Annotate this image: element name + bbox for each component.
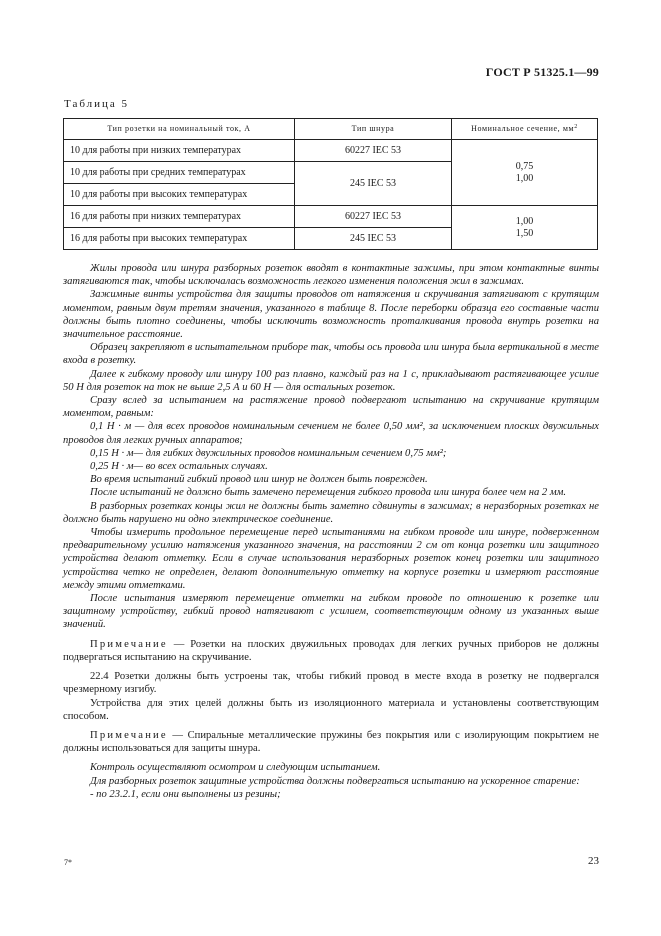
footer-mark: 7*	[64, 858, 72, 867]
paragraph: Далее к гибкому проводу или шнуру 100 раз плавно, каждый раз на 1 с, прикладывают растягивающее усилие 50 Н для розеток на ток не выше 2,5 А и 60 Н — для остальных розеток.	[63, 368, 599, 393]
socket-type-cell: 10 для работы при высоких температурах	[64, 184, 295, 206]
paragraph: 0,25 Н · м— во всех остальных случаях.	[90, 461, 268, 473]
header-socket-type: Тип розетки на номинальный ток, А	[64, 119, 295, 140]
body-text	[63, 262, 599, 801]
header-cord-type: Тип шнура	[295, 119, 452, 140]
paragraph: Образец закрепляют в испытательном приборе так, чтобы ось провода или шнура была вертикальной в месте входа в розетку.	[63, 342, 599, 367]
table-header-row	[64, 119, 598, 140]
cord-type-cell: 245 IEC 53	[295, 162, 452, 206]
cord-type-cell: 245 IEC 53	[295, 228, 452, 250]
note-paragraph	[63, 638, 599, 664]
cord-type-cell: 60227 IEC 53	[295, 140, 452, 162]
paragraph: После испытаний не должно быть замечено перемещения гибкого провода или шнура более чем на 2 мм.	[90, 487, 567, 499]
table-row	[64, 140, 598, 162]
paragraph: Для разборных розеток защитные устройства должны подвергаться испытанию на ускоренное старение:	[90, 775, 580, 787]
socket-type-cell: 16 для работы при высоких температурах	[64, 228, 295, 250]
paragraph: Сразу вслед за испытанием на растяжение провод подвергают испытанию на скручивание крутящим моментом, равным:	[63, 395, 599, 420]
header-nominal-section: Номинальное сечение, $мм^2$	[452, 119, 598, 140]
section-cell-group2: 1,00 1,50	[452, 206, 598, 250]
table-caption: Таблица 5	[64, 98, 130, 110]
paragraph: Во время испытаний гибкий провод или шнур не должен быть поврежден.	[90, 474, 428, 486]
clause-22-4: 22.4 Розетки должны быть устроены так, чтобы гибкий провод в месте входа в розетку не подвергался чрезмерному изгибу.	[63, 671, 599, 696]
paragraph: Чтобы измерить продольное перемещение перед испытаниями на гибком проводе или шнуре, подверженном предварительному усилию натяжения указанного значения, на расстоянии 2 см от конца розетки или защитного устройства делают отметку. Если в случае использования неразборных розеток конец розетки или защитного устройства четко не определен, делают дополнительную отметку на корпусе розетки и измеряют расстояние между этими отметками.	[63, 527, 599, 591]
cord-type-cell: 60227 IEC 53	[295, 206, 452, 228]
section-cell-group1: 0,75 1,00	[452, 140, 598, 206]
page-number: 23	[588, 855, 599, 867]
paragraph: Контроль осуществляют осмотром и следующим испытанием.	[90, 762, 381, 774]
paragraph: В разборных розетках концы жил не должны быть заметно сдвинуты в зажимах; в неразборных розетках не должно быть нарушено ни одно электрическое соединение.	[63, 500, 599, 525]
socket-type-cell: 16 для работы при низких температурах	[64, 206, 295, 228]
paragraph: Жилы провода или шнура разборных розеток вводят в контактные зажимы, при этом контактные винты затягиваются так, чтобы исключалась возможность легкого изменения положения жил в зажимах.	[63, 263, 599, 288]
socket-type-cell: 10 для работы при низких температурах	[64, 140, 295, 162]
socket-type-cell: 10 для работы при средних температурах	[64, 162, 295, 184]
paragraph: После испытания измеряют перемещение отметки на гибком проводе по отношению к розетке или защитному устройству, гибкий провод натягивают с усилием, соответствующим одному из указанных выше значений.	[63, 593, 599, 631]
note-paragraph	[63, 729, 599, 755]
note-text: — Спиральные металлические пружины без покрытия или с изолирующим покрытием не должны использоваться для защиты шнура.	[63, 729, 599, 755]
list-item: - по 23.2.1, если они выполнены из резины;	[90, 788, 281, 800]
document-standard-number: ГОСТ Р 51325.1—99	[485, 65, 599, 79]
note-label: Примечание	[90, 638, 168, 650]
cord-table	[63, 118, 598, 250]
table-row	[64, 206, 598, 228]
note-text: — Розетки на плоских двужильных проводах для легких ручных приборов не должны подвергаться испытанию на скручивание.	[63, 638, 599, 663]
paragraph: Устройства для этих целей должны быть из изоляционного материала и установлены соответствующим способом.	[63, 697, 599, 722]
paragraph: Зажимные винты устройства для защиты проводов от натяжения и скручивания затягивают с крутящим моментом, равным двум третям значения, указанного в таблице 8. После переборки образца его составные части должны быть плотно соединены, чтобы исключить возможность проталкивания провода внутрь розетки на значительное расстояние.	[63, 289, 599, 341]
paragraph: 0,15 Н · м— для гибких двужильных проводов номинальным сечением 0,75 мм²;	[90, 447, 447, 459]
note-label: Примечание	[90, 729, 168, 741]
paragraph: 0,1 Н · м — для всех проводов номинальным сечением не более 0,50 мм², за исключением плоских двужильных проводов для легких ручных аппаратов;	[63, 421, 599, 446]
